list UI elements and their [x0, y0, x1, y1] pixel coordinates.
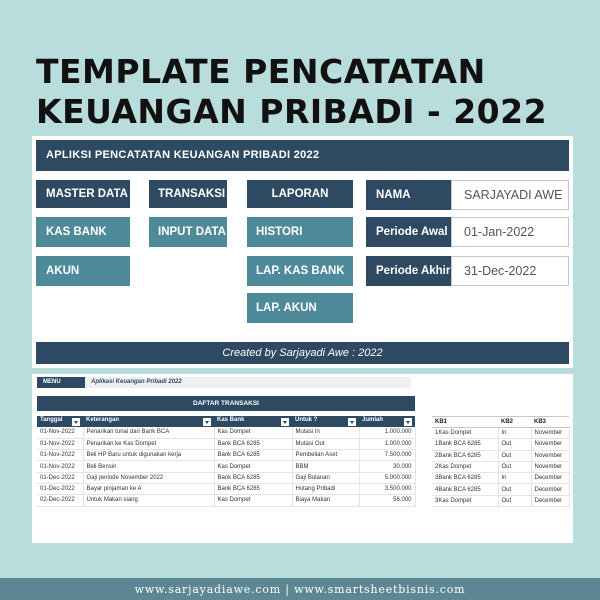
- column-header[interactable]: Keterangan: [83, 416, 214, 427]
- laporan-button[interactable]: LAPORAN: [247, 180, 353, 208]
- column-header[interactable]: KB2: [498, 417, 531, 428]
- table-cell[interactable]: Kas Dompet: [214, 495, 292, 506]
- table-cell[interactable]: 01-Dec-2022: [37, 483, 83, 494]
- nama-label: NAMA: [366, 180, 451, 210]
- table-cell[interactable]: November: [531, 439, 569, 450]
- menu-row: [37, 377, 411, 388]
- input-data-button[interactable]: INPUT DATA: [149, 217, 227, 247]
- table-cell[interactable]: 7.500.000: [359, 450, 415, 461]
- spreadsheet-preview: [32, 374, 573, 543]
- table-cell[interactable]: 01-Nov-2022: [37, 461, 83, 472]
- table-cell[interactable]: Bank BCA 6285: [214, 450, 292, 461]
- table-cell[interactable]: 4Bank BCA 6285: [432, 484, 498, 495]
- table-cell[interactable]: Kas Dompet: [214, 461, 292, 472]
- kas-bank-button[interactable]: KAS BANK: [36, 217, 130, 247]
- table-cell[interactable]: Kas Dompet: [214, 427, 292, 438]
- table-cell[interactable]: Bayar pinjaman ke A: [83, 483, 214, 494]
- table-row[interactable]: [432, 484, 569, 495]
- transaksi-button[interactable]: TRANSAKSI: [149, 180, 227, 208]
- table-cell[interactable]: 30.000: [359, 461, 415, 472]
- kb-header-row: [432, 417, 569, 428]
- table-cell[interactable]: Gaji periode November 2022: [83, 472, 214, 483]
- table-cell[interactable]: Mutasi In: [292, 427, 359, 438]
- table-row[interactable]: [37, 438, 415, 449]
- table-cell[interactable]: 01-Dec-2022: [37, 472, 83, 483]
- column-header[interactable]: Tanggal: [37, 416, 83, 427]
- table-cell[interactable]: Biaya Makan: [292, 495, 359, 506]
- table-cell[interactable]: 01-Nov-2022: [37, 427, 83, 438]
- table-cell[interactable]: November: [531, 461, 569, 472]
- periode-akhir-label: Periode Akhir: [366, 256, 451, 286]
- table-row[interactable]: [37, 472, 415, 483]
- table-row[interactable]: [432, 450, 569, 461]
- periode-awal-label: Periode Awal: [366, 217, 451, 247]
- app-header: APLIKSI PENCATATAN KEUANGAN PRIBADI 2022: [36, 140, 569, 171]
- table-cell[interactable]: Bank BCA 6285: [214, 483, 292, 494]
- table-cell[interactable]: December: [531, 473, 569, 484]
- periode-awal-value: 01-Jan-2022: [451, 217, 569, 247]
- table-cell[interactable]: BBM: [292, 461, 359, 472]
- table-cell[interactable]: Pembelian Aset: [292, 450, 359, 461]
- column-header[interactable]: KB1: [432, 417, 498, 428]
- table-cell[interactable]: Hutang Pribadi: [292, 483, 359, 494]
- table-cell[interactable]: 1.000.000: [359, 427, 415, 438]
- table-cell[interactable]: Beli Bensin: [83, 461, 214, 472]
- table-cell[interactable]: 01-Nov-2022: [37, 450, 83, 461]
- table-cell[interactable]: 5.000.000: [359, 472, 415, 483]
- table-cell[interactable]: 2Kas Dompet: [432, 461, 498, 472]
- table-cell[interactable]: Out: [498, 439, 531, 450]
- table-cell[interactable]: Bank BCA 6285: [214, 472, 292, 483]
- table-cell[interactable]: 2Bank BCA 6285: [432, 450, 498, 461]
- table-cell[interactable]: Out: [498, 450, 531, 461]
- table-cell[interactable]: 02-Dec-2022: [37, 495, 83, 506]
- table-row[interactable]: [37, 483, 415, 494]
- table-cell[interactable]: Beli HP Baru untuk digunakan kerja: [83, 450, 214, 461]
- table-row[interactable]: [432, 428, 569, 439]
- table-row[interactable]: [432, 461, 569, 472]
- table-cell[interactable]: Penarikan ke Kas Dompet: [83, 438, 214, 449]
- table-row[interactable]: [37, 495, 415, 506]
- table-row[interactable]: [37, 427, 415, 438]
- column-header[interactable]: Jumlah: [359, 416, 415, 427]
- table-cell[interactable]: Out: [498, 484, 531, 495]
- table-cell[interactable]: 3Bank BCA 6285: [432, 473, 498, 484]
- table-cell[interactable]: 3.500.000: [359, 483, 415, 494]
- table-cell[interactable]: December: [531, 484, 569, 495]
- title-line-1: TEMPLATE PENCATATAN: [36, 52, 486, 91]
- menu-value: Aplikasi Keuangan Pribadi 2022: [85, 377, 411, 388]
- table-cell[interactable]: 3Kas Dompet: [432, 495, 498, 506]
- table-cell[interactable]: 01-Nov-2022: [37, 438, 83, 449]
- table-cell[interactable]: Gaji Bulanan: [292, 472, 359, 483]
- kb-lookup-table: [432, 416, 570, 507]
- table-row[interactable]: [37, 461, 415, 472]
- akun-button[interactable]: AKUN: [36, 256, 130, 286]
- table-cell[interactable]: 1Kas Dompet: [432, 428, 498, 439]
- table-cell[interactable]: November: [531, 428, 569, 439]
- lap-akun-button[interactable]: LAP. AKUN: [247, 293, 353, 323]
- table-cell[interactable]: November: [531, 450, 569, 461]
- table-cell[interactable]: Out: [498, 461, 531, 472]
- table-cell[interactable]: Out: [498, 495, 531, 506]
- table-cell[interactable]: 1.000.000: [359, 438, 415, 449]
- filter-dropdown-icon[interactable]: [404, 418, 412, 426]
- master-data-button[interactable]: MASTER DATA: [36, 180, 130, 208]
- lap-kas-bank-button[interactable]: LAP. KAS BANK: [247, 256, 353, 286]
- app-panel: [32, 136, 573, 368]
- filter-dropdown-icon[interactable]: [203, 418, 211, 426]
- table-cell[interactable]: Penarikan tunai dari Bank BCA: [83, 427, 214, 438]
- table-cell[interactable]: 56.000: [359, 495, 415, 506]
- title-line-2: KEUANGAN PRIBADI - 2022: [36, 92, 548, 131]
- histori-button[interactable]: HISTORI: [247, 217, 353, 247]
- nama-value: SARJAYADI AWE: [451, 180, 569, 210]
- transactions-header-row: [37, 416, 415, 427]
- table-row[interactable]: [432, 439, 569, 450]
- daftar-transaksi-title: DAFTAR TRANSAKSI: [37, 396, 415, 411]
- table-cell[interactable]: Bank BCA 6285: [214, 438, 292, 449]
- website-footer: www.sarjayadiawe.com | www.smartsheetbisnis.com: [0, 578, 600, 600]
- table-cell[interactable]: Mutasi Out: [292, 438, 359, 449]
- table-row[interactable]: [37, 450, 415, 461]
- page-title: [36, 52, 576, 132]
- table-cell[interactable]: Untuk Makan siang: [83, 495, 214, 506]
- filter-dropdown-icon[interactable]: [72, 418, 80, 426]
- created-by-footer: Created by Sarjayadi Awe : 2022: [36, 342, 569, 364]
- menu-label: MENU: [37, 377, 85, 388]
- filter-dropdown-icon[interactable]: [348, 418, 356, 426]
- table-cell[interactable]: In: [498, 473, 531, 484]
- column-header[interactable]: Untuk ?: [292, 416, 359, 427]
- table-row[interactable]: [432, 495, 569, 506]
- column-header[interactable]: KB3: [531, 417, 569, 428]
- transactions-table: [37, 416, 416, 507]
- filter-dropdown-icon[interactable]: [281, 418, 289, 426]
- table-cell[interactable]: 1Bank BCA 6285: [432, 439, 498, 450]
- periode-akhir-value: 31-Dec-2022: [451, 256, 569, 286]
- column-header[interactable]: Kas Bank: [214, 416, 292, 427]
- table-cell[interactable]: December: [531, 495, 569, 506]
- table-cell[interactable]: In: [498, 428, 531, 439]
- table-row[interactable]: [432, 473, 569, 484]
